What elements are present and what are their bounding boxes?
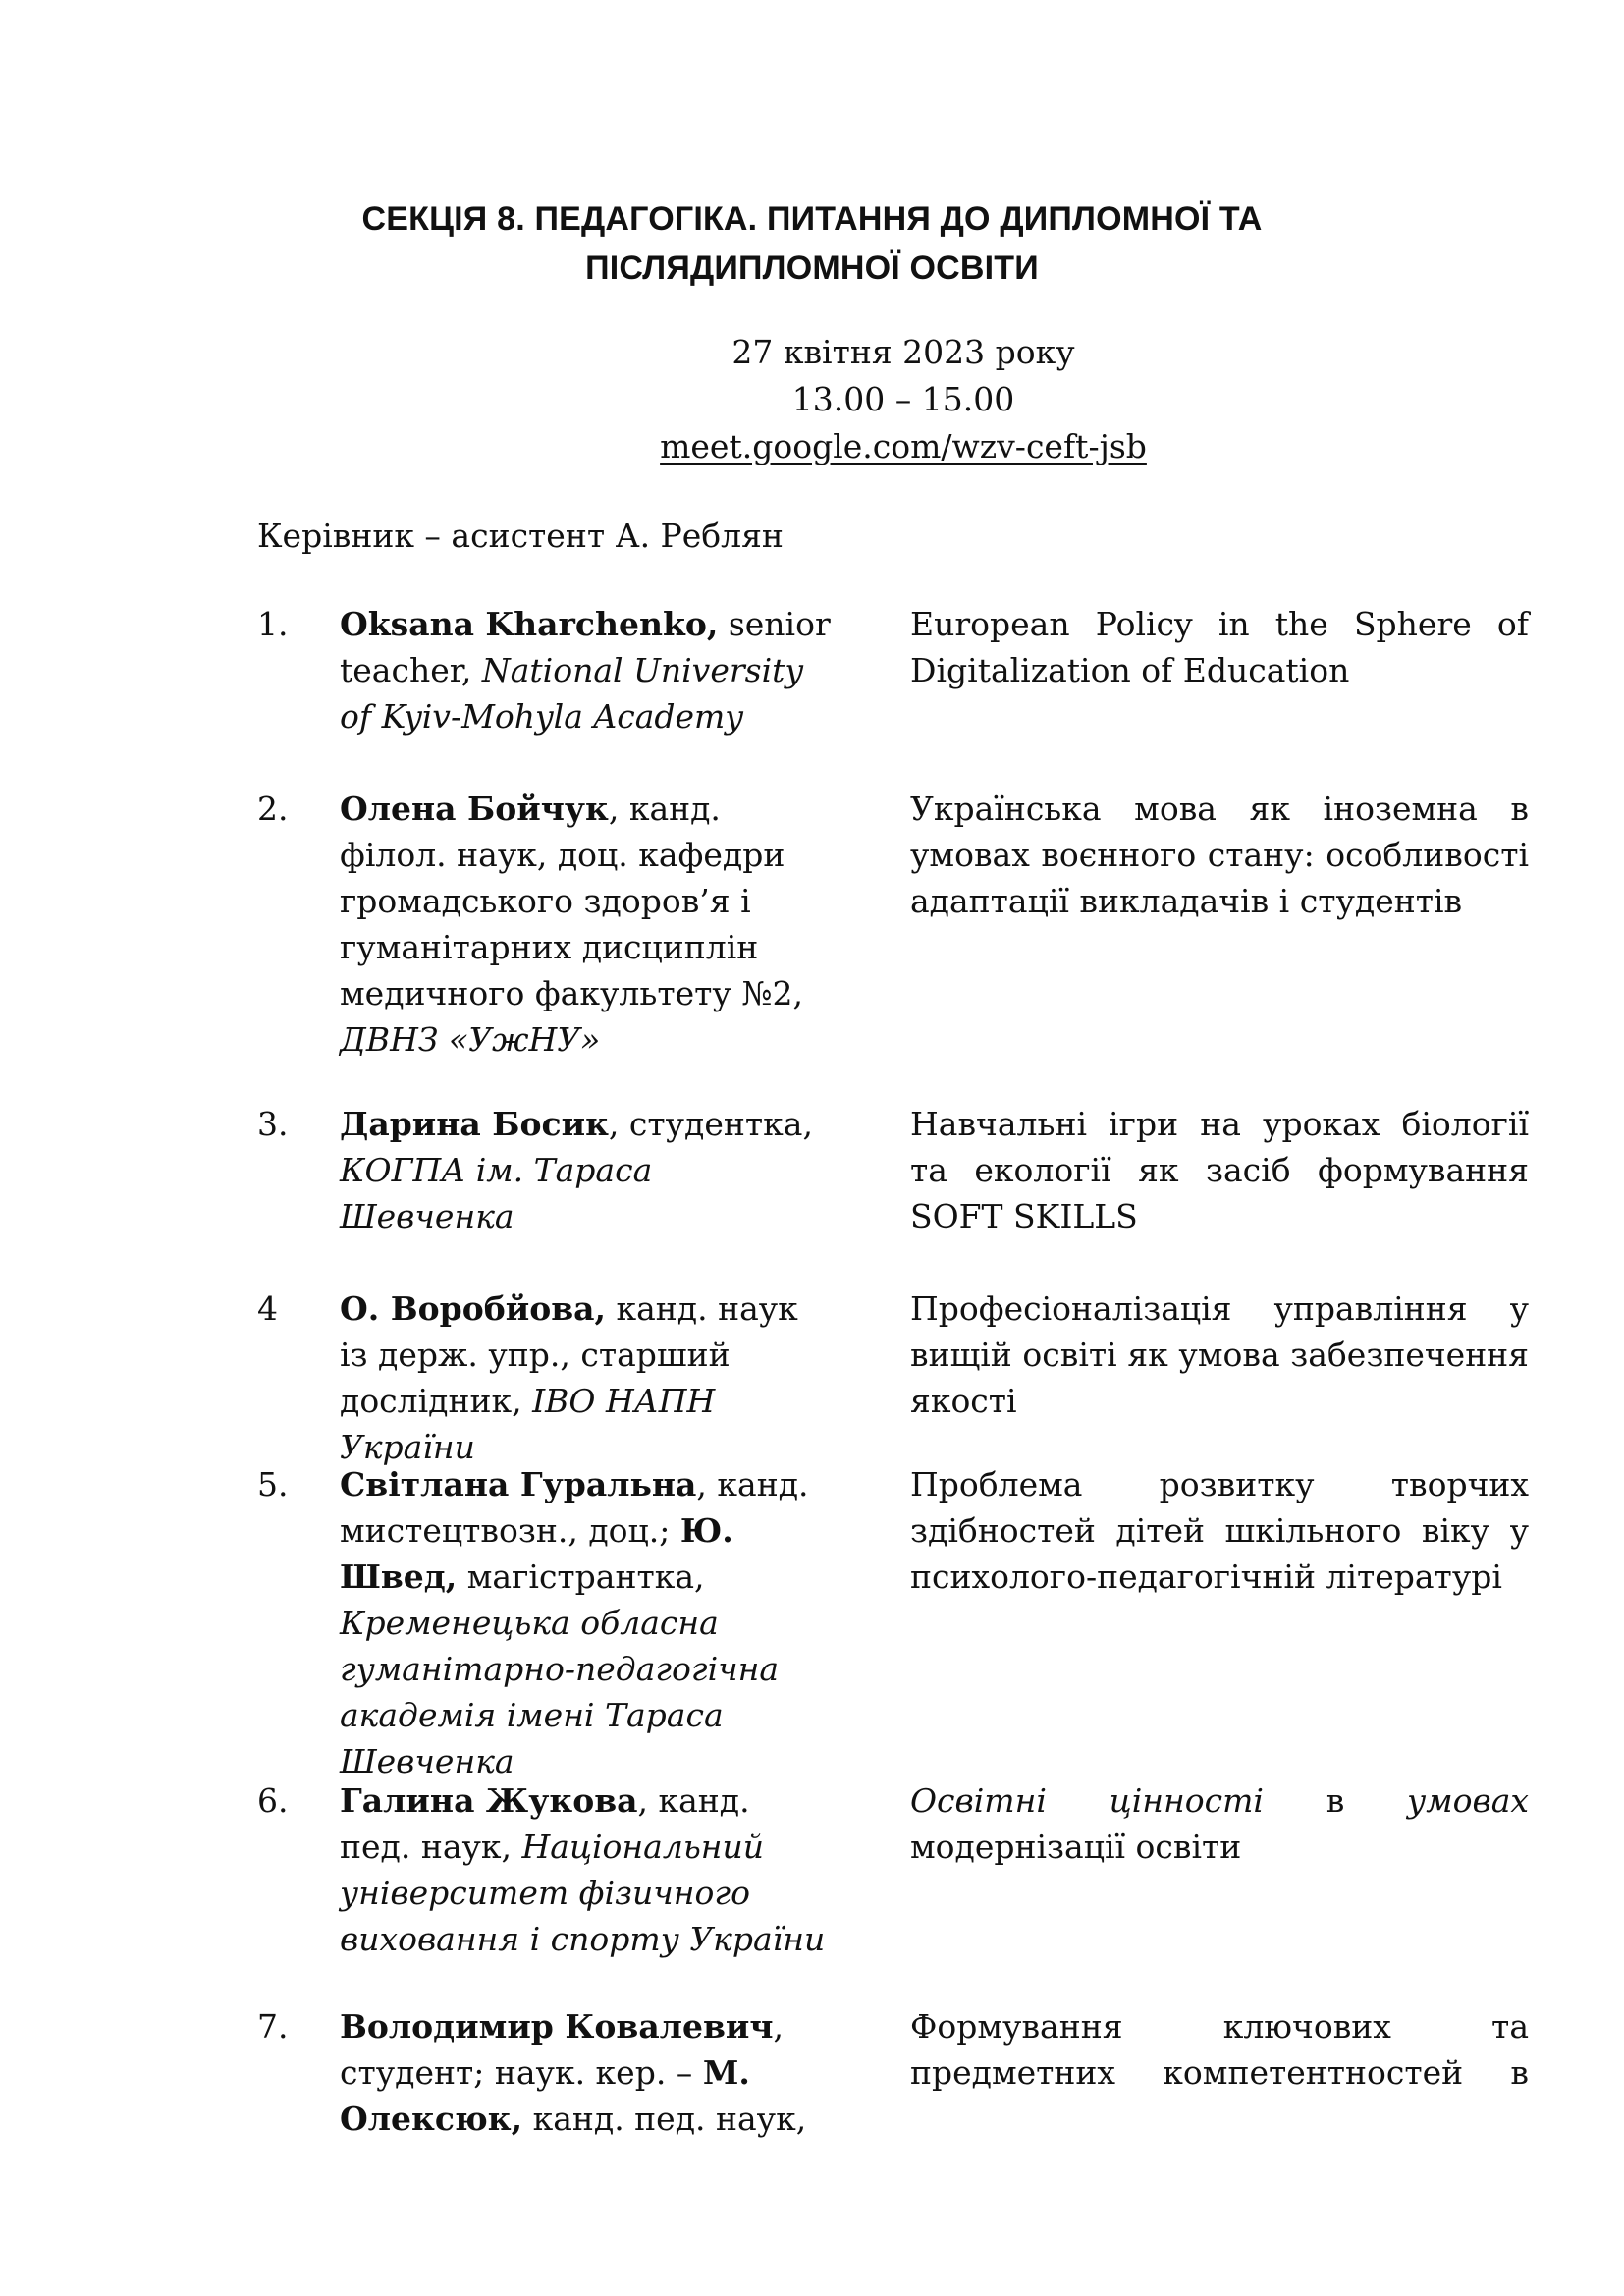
session-info (491, 329, 1316, 470)
author-affiliation: National University of Kyiv-Mohyla Academy (340, 651, 804, 736)
entry-number: 7. (257, 2007, 289, 2046)
session-date: 27 квітня 2023 року (731, 333, 1075, 371)
entry-author (340, 786, 831, 1063)
author-affiliation: КОГПА ім. Тараса Шевченка (340, 1151, 653, 1235)
entry-number: 6. (257, 1781, 289, 1820)
author-name: Oksana Kharchenko, (340, 605, 719, 643)
section-title-line-2: ПІСЛЯДИПЛОМНОЇ ОСВІТИ (585, 249, 1039, 287)
section-title (295, 194, 1329, 293)
author-position: канд. наук із держ. упр., старший дослідник, (340, 1289, 798, 1420)
entry-topic (910, 1777, 1529, 1870)
author-position: senior teacher, (340, 605, 831, 689)
entry-topic: European Policy in the Sphere of Digitalization of Education (910, 605, 1529, 689)
session-time: 13.00 – 15.00 (791, 380, 1015, 418)
author-name: Галина Жукова (340, 1781, 638, 1820)
entry-topic: Проблема розвитку творчих здібностей дітей шкільного віку у психолого-педагогічній літературі (910, 1465, 1529, 1596)
entry-topic: Формування ключових та предметних компетентностей в (910, 2007, 1529, 2092)
author-affiliation: ДВНЗ «УжНУ» (340, 1020, 601, 1059)
author-position: , канд. пед. наук, (340, 1781, 750, 1866)
entry-topic: Українська мова як іноземна в умовах воєнного стану: особливості адаптації викладачів і студентів (910, 790, 1529, 920)
co-author-name: Ю. Швед, (340, 1511, 733, 1596)
author-position: , канд. філол. наук, доц. кафедри громадського здоров’я і гуманітарних дисциплін медичного факультету №2, (340, 790, 803, 1012)
topic-part: Освітні цінності (910, 1781, 1264, 1820)
entry-topic: Професіоналізація управління у вищій освіті як умова забезпечення якості (910, 1289, 1529, 1420)
section-title-line-1: СЕКЦІЯ 8. ПЕДАГОГІКА. ПИТАННЯ ДО ДИПЛОМНОЇ ТА (361, 200, 1263, 238)
supervisor-position: канд. пед. наук, (522, 2100, 807, 2138)
author-name: Володимир Ковалевич (340, 2007, 774, 2046)
entry-author (340, 1285, 831, 1470)
entry-author (340, 2003, 831, 2142)
entry-number: 1. (257, 605, 289, 643)
author-affiliation: ІВО НАПН України (340, 1382, 716, 1466)
entry-number: 5. (257, 1465, 289, 1503)
author-name: Світлана Гуральна (340, 1465, 697, 1503)
topic-part: модернізації освіти (910, 1828, 1242, 1866)
author-name: Дарина Босик (340, 1105, 609, 1143)
author-name: Олена Бойчук (340, 790, 609, 828)
author-affiliation: Національний університет фізичного виховання і спорту України (340, 1828, 826, 1958)
entry-number: 2. (257, 790, 289, 828)
entry-author (340, 1101, 831, 1239)
topic-part: в (1263, 1781, 1408, 1820)
entry-author (340, 1777, 831, 1962)
entry-number: 3. (257, 1105, 289, 1143)
supervisor-name: М. Олексюк, (340, 2053, 750, 2138)
author-name: О. Воробйова, (340, 1289, 607, 1328)
co-author-position: магістрантка, (457, 1558, 705, 1596)
author-position: , студент; наук. кер. – (340, 2007, 785, 2092)
author-position: , канд. мистецтвозн., доц.; (340, 1465, 809, 1550)
meeting-link[interactable]: meet.google.com/wzv-ceft-jsb (660, 427, 1147, 465)
section-head: Керівник – асистент А. Реблян (257, 517, 784, 555)
entry-author (340, 1461, 831, 1784)
author-affiliation: Кременецька обласна гуманітарно-педагогічна академія імені Тараса Шевченка (340, 1604, 780, 1780)
entry-number: 4 (257, 1289, 278, 1328)
topic-part: умовах (1407, 1781, 1529, 1820)
entry-topic: Навчальні ігри на уроках біології та екології як засіб формування SOFT SKILLS (910, 1105, 1529, 1235)
author-position: , студентка, (608, 1105, 813, 1143)
entry-author (340, 601, 831, 739)
